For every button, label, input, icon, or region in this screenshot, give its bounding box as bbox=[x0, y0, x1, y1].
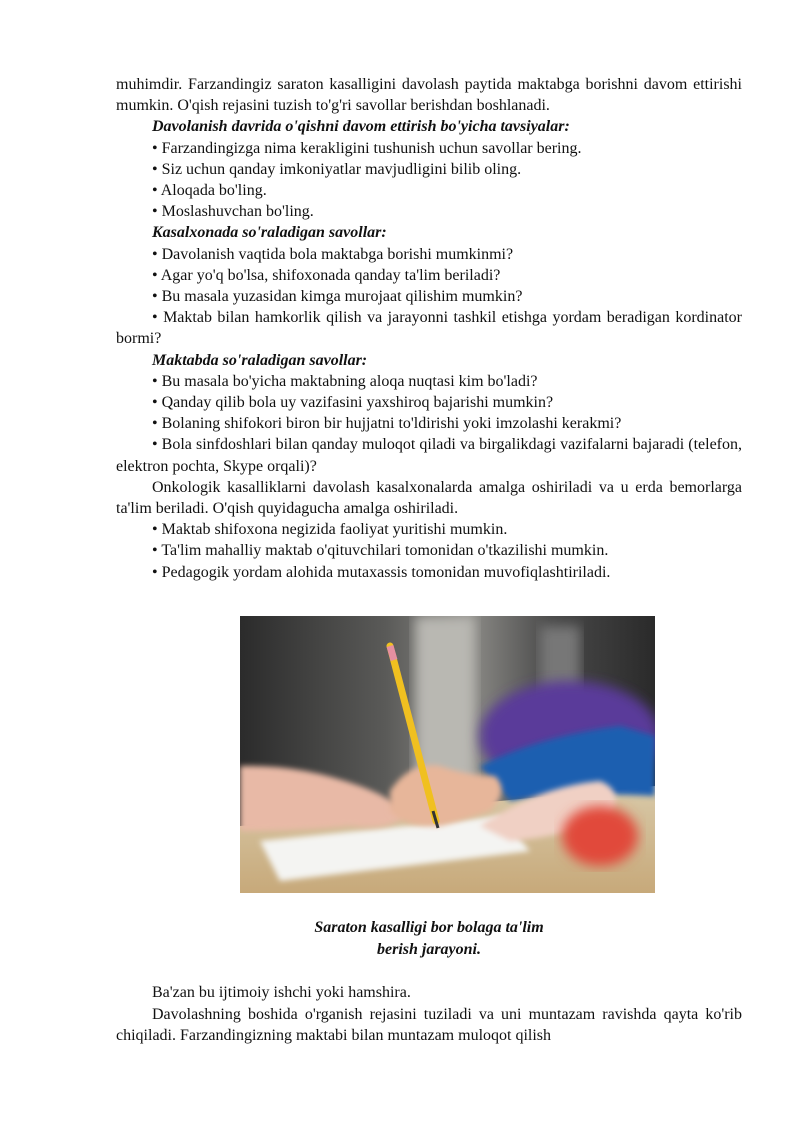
paragraph: muhimdir. Farzandingiz saraton kasalligini davolash paytida maktabga borishni davom ettirishi mumkin. O'qish rejasini tuzish to'g'ri savollar berishdan boshlanadi. bbox=[116, 76, 742, 115]
paragraph: Onkologik kasalliklarni davolash kasalxonalarda amalga oshiriladi va u erda bemorlarga ta'lim beriladi. O'qish quyidagucha amalga oshiriladi. bbox=[116, 478, 742, 518]
caption-line-2: berish jarayoni. bbox=[376, 941, 481, 958]
paragraph: Davolashning boshida o'rganish rejasini tuziladi va uni muntazam ravishda qayta ko'rib chiqiladi. Farzandingizning maktabi bilan muntazam muloqot qilish bbox=[116, 1005, 742, 1044]
paragraph: • Moslashuvchan bo'ling. bbox=[152, 203, 314, 221]
paragraph: • Ta'lim mahalliy maktab o'qituvchilari tomonidan o'tkazilishi mumkin. bbox=[152, 542, 609, 560]
paragraph: • Siz uchun qanday imkoniyatlar mavjudligini bilib oling. bbox=[152, 160, 522, 178]
section-heading: Davolanish davrida o'qishni davom ettirish bo'yicha tavsiyalar: bbox=[152, 118, 570, 136]
document-body bbox=[116, 74, 742, 583]
photo-illustration bbox=[240, 616, 655, 893]
caption-line-1: Saraton kasalligi bor bolaga ta'lim bbox=[314, 919, 544, 936]
section-heading: Maktabda so'raladigan savollar: bbox=[152, 351, 368, 369]
paragraph: • Maktab bilan hamkorlik qilish va jarayonni tashkil etishga yordam beradigan kordinator bormi? bbox=[116, 309, 742, 348]
document-body-continued bbox=[116, 982, 742, 1047]
paragraph: • Maktab shifoxona negizida faoliyat yuritishi mumkin. bbox=[152, 521, 508, 539]
paragraph: • Agar yo'q bo'lsa, shifoxonada qanday ta'lim beriladi? bbox=[152, 266, 501, 284]
paragraph: • Bola sinfdoshlari bilan qanday muloqot qiladi va birgalikdagi vazifalarni bajaradi (telefon, elektron pochta, Skype orqali)? bbox=[116, 436, 742, 475]
paragraph: • Bu masala bo'yicha maktabning aloqa nuqtasi kim bo'ladi? bbox=[152, 372, 538, 390]
paragraph: • Qanday qilib bola uy vazifasini yaxshiroq bajarishi mumkin? bbox=[152, 394, 554, 412]
photo-child-writing bbox=[240, 616, 655, 893]
paragraph: • Bu masala yuzasidan kimga murojaat qilishim mumkin? bbox=[152, 288, 523, 306]
paragraph: • Pedagogik yordam alohida mutaxassis tomonidan muvofiqlashtiriladi. bbox=[152, 563, 611, 581]
paragraph: • Aloqada bo'ling. bbox=[152, 182, 267, 200]
paragraph: • Bolaning shifokori biron bir hujjatni to'ldirishi yoki imzolashi kerakmi? bbox=[152, 415, 622, 433]
figure-caption bbox=[116, 917, 742, 961]
paragraph: Ba'zan bu ijtimoiy ishchi yoki hamshira. bbox=[152, 984, 411, 1001]
paragraph: • Davolanish vaqtida bola maktabga borishi mumkinmi? bbox=[152, 245, 514, 263]
section-heading: Kasalxonada so'raladigan savollar: bbox=[152, 224, 387, 242]
paragraph: • Farzandingizga nima kerakligini tushunish uchun savollar bering. bbox=[152, 139, 582, 157]
